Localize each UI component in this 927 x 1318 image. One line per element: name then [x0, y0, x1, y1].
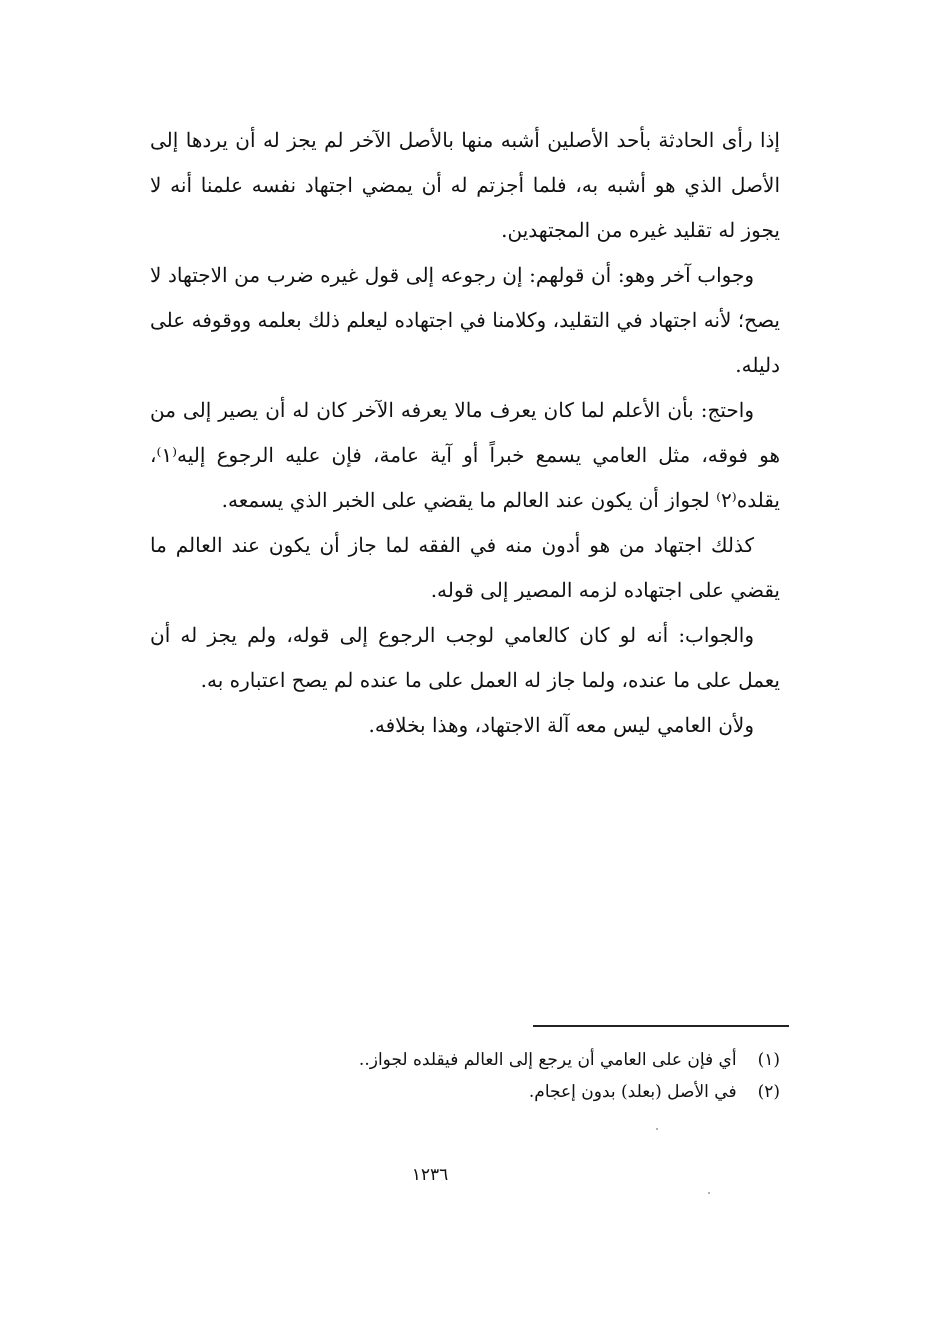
paragraph-5: والجواب: أنه لو كان كالعامي لوجب الرجوع إلى قوله، ولم يجز له أن يعمل على ما عنده، ولما جاز له العمل على ما عنده لم يصح اعتباره به.	[150, 623, 780, 692]
page-number: ١٢٣٦	[411, 1165, 449, 1185]
footnote-divider	[533, 1025, 789, 1027]
paragraph-1: إذا رأى الحادثة بأحد الأصلين أشبه منها بالأصل الآخر لم يجز له أن يردها إلى الأصل الذي هو أشبه به، فلما أجزتم له أن يمضي اجتهاد نفسه علمنا أنه لا يجوز له تقليد غيره من المجتهدين.	[150, 128, 780, 242]
footnote-text: في الأصل (بعلد) بدون إعجام.	[528, 1082, 737, 1102]
paragraph-3: واحتج: بأن الأعلم لما كان يعرف مالا يعرفه الآخر كان له أن يصير إلى من هو فوقه، مثل العامي يسمع خبراً أو آية عامة، فإن عليه الرجوع إليه⁽١⁾، يقلده⁽٢⁾ لجواز أن يكون عند العالم ما يقضي على الخبر الذي يسمعه.	[150, 398, 780, 512]
main-text	[150, 118, 780, 748]
footnote-1	[150, 1044, 780, 1076]
footnote-number: (٢)	[757, 1082, 780, 1102]
paragraph-6: ولأن العامي ليس معه آلة الاجتهاد، وهذا بخلافه.	[368, 713, 754, 737]
footnote-2	[150, 1076, 780, 1108]
footnote-number: (١)	[757, 1050, 780, 1070]
footnotes	[150, 1044, 780, 1108]
footnote-text: أي فإن على العامي أن يرجع إلى العالم فيقلده لجواز..	[358, 1050, 737, 1070]
paragraph-4: كذلك اجتهاد من هو أدون منه في الفقه لما جاز أن يكون عند العالم ما يقضي على اجتهاده لزمه المصير إلى قوله.	[150, 533, 780, 602]
scan-speck	[708, 1192, 710, 1194]
scan-speck	[656, 1128, 658, 1130]
paragraph-2: وجواب آخر وهو: أن قولهم: إن رجوعه إلى قول غيره ضرب من الاجتهاد لا يصح؛ لأنه اجتهاد في التقليد، وكلامنا في اجتهاده ليعلم ذلك بعلمه ووقوفه على دليله.	[150, 263, 780, 377]
